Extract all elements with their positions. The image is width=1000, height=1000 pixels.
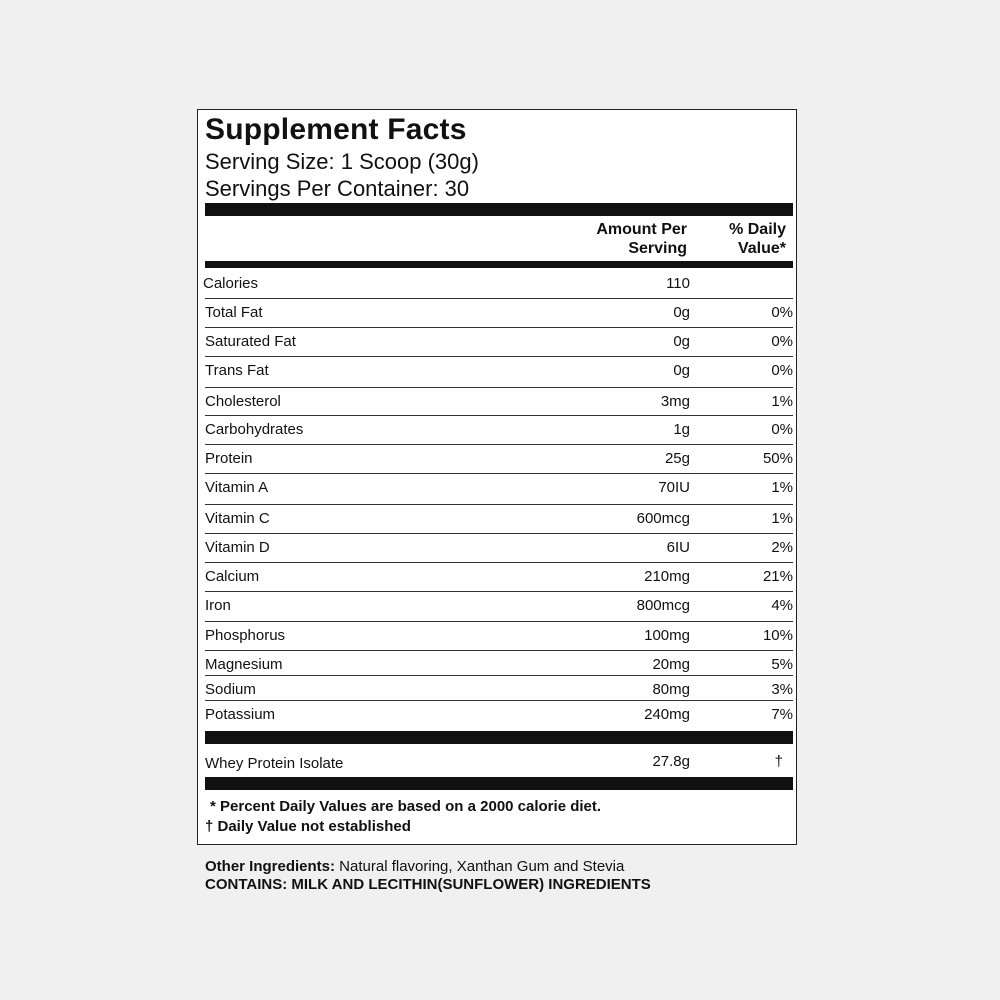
table-row xyxy=(205,534,793,563)
other-ingredients-text: Natural flavoring, Xanthan Gum and Stevia xyxy=(335,858,625,875)
nutrient-daily-value: 50% xyxy=(762,450,793,467)
allergen-statement: CONTAINS: MILK AND LECITHIN(SUNFLOWER) INGREDIENTS xyxy=(205,876,651,893)
dagger-footnote: † Daily Value not established xyxy=(205,818,411,835)
table-row xyxy=(205,328,793,357)
nutrient-name: Vitamin A xyxy=(205,479,269,496)
nutrient-amount: 1g xyxy=(673,421,690,438)
table-row xyxy=(205,357,793,388)
nutrient-daily-value: 1% xyxy=(771,510,793,527)
nutrient-amount: 600mcg xyxy=(636,510,690,527)
nutrient-daily-value: 3% xyxy=(771,681,793,698)
nutrient-amount: 25g xyxy=(664,450,690,467)
table-row xyxy=(205,676,793,701)
nutrient-name: Phosphorus xyxy=(205,627,286,644)
table-row xyxy=(205,592,793,622)
nutrient-amount: 210mg xyxy=(644,568,690,585)
table-row xyxy=(205,622,793,651)
supplement-facts-panel xyxy=(197,109,797,845)
dv-header-line1: % Daily xyxy=(729,221,786,238)
table-row xyxy=(205,388,793,416)
nutrient-daily-value: 0% xyxy=(771,333,793,350)
table-row xyxy=(205,505,793,534)
table-row xyxy=(205,270,793,299)
nutrient-daily-value: 0% xyxy=(771,362,793,379)
nutrient-amount: 80mg xyxy=(652,681,690,698)
nutrient-name: Calcium xyxy=(205,568,260,585)
other-ingredients-label: Other Ingredients: xyxy=(205,858,336,875)
proprietary-dv: † xyxy=(774,753,783,770)
nutrient-name: Magnesium xyxy=(205,656,283,673)
thick-divider-lower xyxy=(205,731,793,744)
other-ingredients xyxy=(205,858,624,875)
proprietary-amount: 27.8g xyxy=(652,753,690,770)
thick-divider-bottom xyxy=(205,777,793,790)
table-row xyxy=(205,701,793,730)
nutrient-daily-value: 1% xyxy=(771,479,793,496)
medium-divider xyxy=(205,261,793,268)
nutrient-amount: 6IU xyxy=(666,539,690,556)
nutrient-daily-value: 21% xyxy=(762,568,793,585)
servings-per-container: Servings Per Container: 30 xyxy=(205,176,470,201)
nutrient-amount: 20mg xyxy=(652,656,690,673)
nutrient-name: Saturated Fat xyxy=(205,333,296,350)
nutrient-amount: 800mcg xyxy=(636,597,690,614)
dv-header-line2: Value* xyxy=(737,240,786,257)
amount-header-line2: Serving xyxy=(628,240,687,257)
nutrient-amount: 0g xyxy=(673,333,690,350)
table-row xyxy=(205,651,793,676)
nutrient-amount: 3mg xyxy=(660,393,690,410)
nutrient-daily-value: 4% xyxy=(771,597,793,614)
percent-dv-footnote: * Percent Daily Values are based on a 2000 calorie diet. xyxy=(210,798,602,815)
nutrient-name: Protein xyxy=(205,450,253,467)
nutrient-name: Total Fat xyxy=(205,304,263,321)
proprietary-name: Whey Protein Isolate xyxy=(205,755,344,772)
nutrient-name: Cholesterol xyxy=(205,393,281,410)
nutrient-amount: 70IU xyxy=(658,479,690,496)
nutrient-daily-value: 10% xyxy=(762,627,793,644)
panel-title: Supplement Facts xyxy=(205,113,467,146)
nutrient-amount: 100mg xyxy=(644,627,690,644)
nutrient-amount: 240mg xyxy=(644,706,690,723)
nutrient-name: Trans Fat xyxy=(205,362,269,379)
nutrient-name: Calories xyxy=(203,275,259,292)
nutrient-name: Sodium xyxy=(205,681,256,698)
table-row xyxy=(205,416,793,445)
nutrient-daily-value: 0% xyxy=(771,304,793,321)
amount-per-serving-header xyxy=(557,220,687,258)
serving-size: Serving Size: 1 Scoop (30g) xyxy=(205,149,479,174)
nutrient-name: Vitamin D xyxy=(205,539,270,556)
table-row xyxy=(205,474,793,505)
table-row xyxy=(205,299,793,328)
nutrient-daily-value: 0% xyxy=(771,421,793,438)
nutrient-amount: 110 xyxy=(666,275,690,292)
proprietary-row xyxy=(205,750,793,774)
table-row xyxy=(205,445,793,474)
nutrient-daily-value: 7% xyxy=(771,706,793,723)
nutrient-name: Carbohydrates xyxy=(205,421,304,438)
table-row xyxy=(205,563,793,592)
daily-value-header xyxy=(696,220,786,258)
nutrient-daily-value: 5% xyxy=(771,656,793,673)
nutrient-daily-value: 2% xyxy=(771,539,793,556)
nutrient-daily-value: 1% xyxy=(771,393,793,410)
nutrient-name: Iron xyxy=(205,597,231,614)
amount-header-line1: Amount Per xyxy=(596,221,687,238)
thick-divider-top xyxy=(205,203,793,216)
nutrient-name: Potassium xyxy=(205,706,276,723)
nutrient-name: Vitamin C xyxy=(205,510,270,527)
nutrient-amount: 0g xyxy=(673,362,690,379)
nutrient-amount: 0g xyxy=(673,304,690,321)
